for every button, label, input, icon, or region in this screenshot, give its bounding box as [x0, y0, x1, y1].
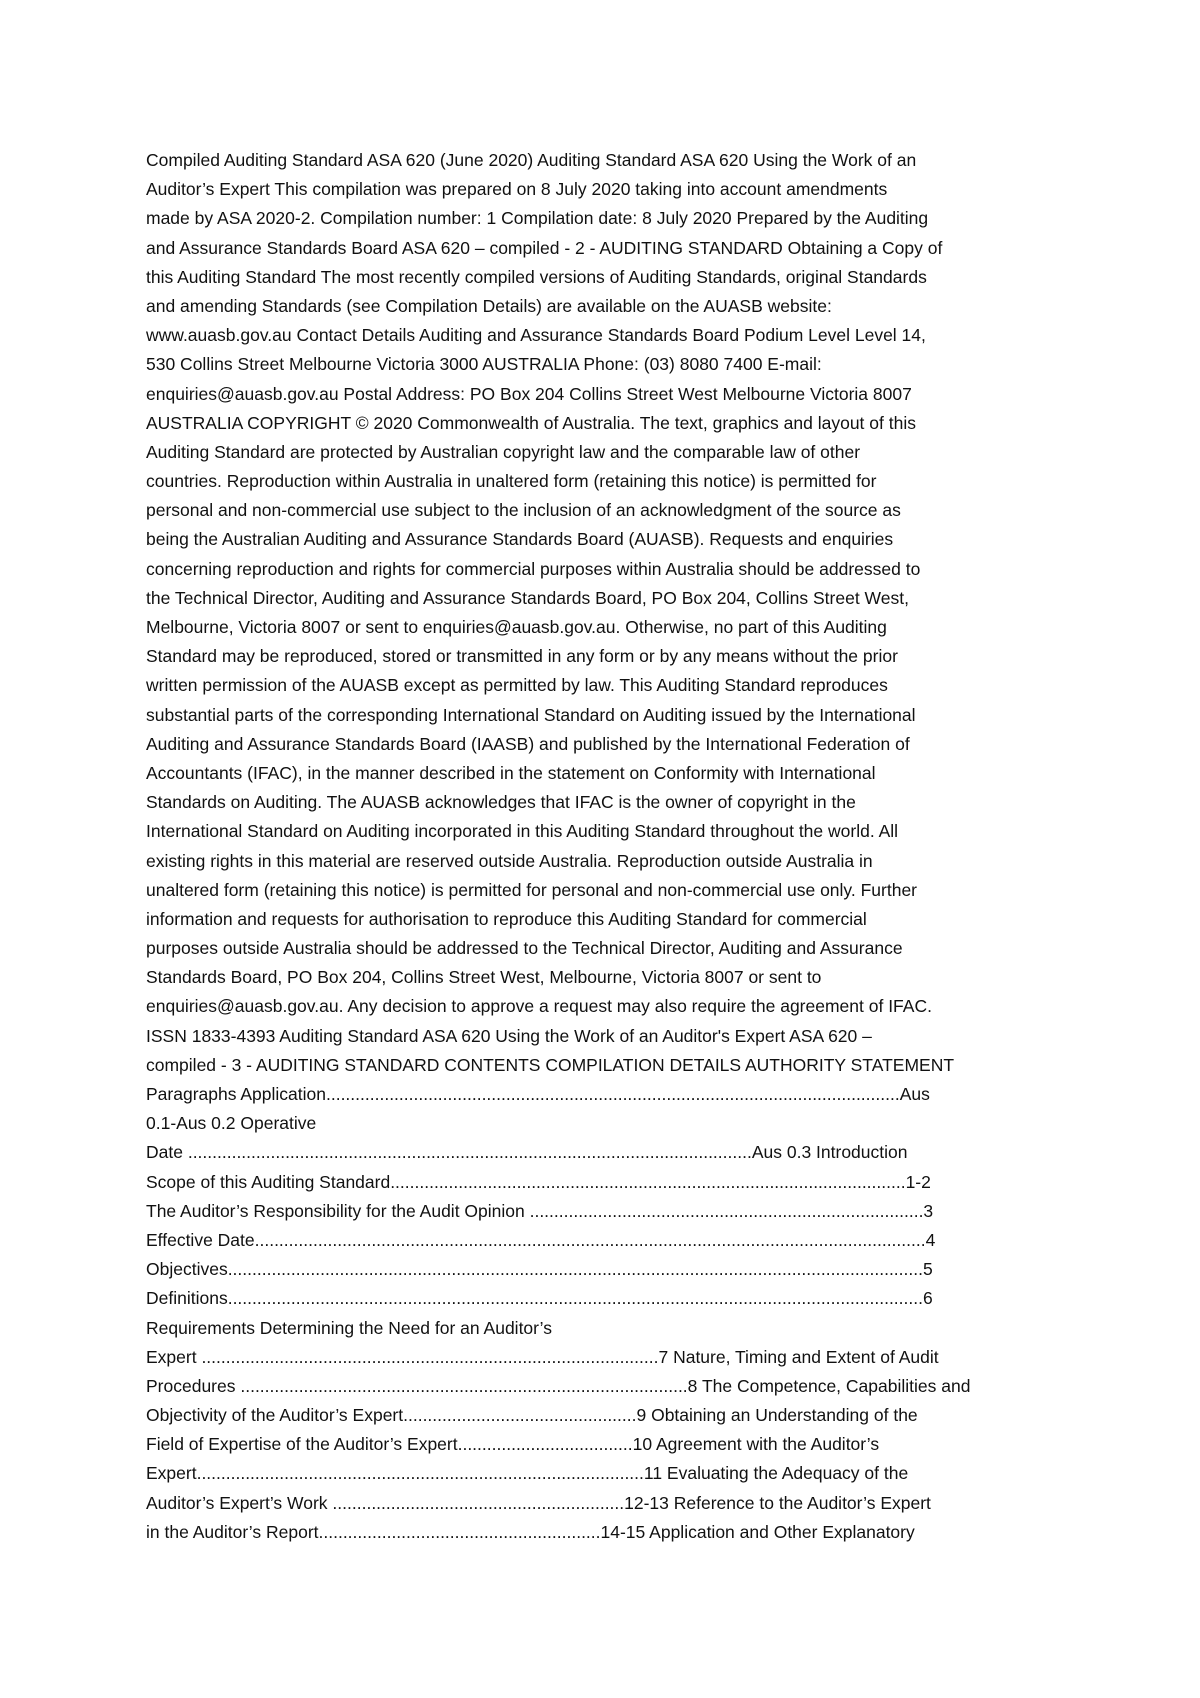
document-text-line: www.auasb.gov.au Contact Details Auditing and Assurance Standards Board Podium Level Level 14,	[146, 325, 926, 346]
document-text-line: unaltered form (retaining this notice) is permitted for personal and non-commercial use only. Further	[146, 879, 917, 900]
document-text-line: existing rights in this material are reserved outside Australia. Reproduction outside Australia in	[146, 850, 873, 871]
document-text-line: compiled - 3 - AUDITING STANDARD CONTENTS COMPILATION DETAILS AUTHORITY STATEMENT	[146, 1054, 955, 1075]
document-text-line: AUSTRALIA COPYRIGHT © 2020 Commonwealth of Australia. The text, graphics and layout of this	[146, 412, 916, 433]
document-text-line: Standard may be reproduced, stored or transmitted in any form or by any means without the prior	[146, 646, 898, 667]
document-text-line: ISSN 1833-4393 Auditing Standard ASA 620 Using the Work of an Auditor's Expert ASA 620 –	[146, 1025, 872, 1046]
document-text-line: Objectives...............................................................................................................................................5	[146, 1259, 933, 1280]
document-text-line: substantial parts of the corresponding International Standard on Auditing issued by the International	[146, 704, 916, 725]
document-text-line: Melbourne, Victoria 8007 or sent to enquiries@auasb.gov.au. Otherwise, no part of this Auditing	[146, 617, 887, 637]
document-text-line: personal and non-commercial use subject to the inclusion of an acknowledgment of the source as	[146, 500, 901, 521]
document-text-line: 530 Collins Street Melbourne Victoria 3000 AUSTRALIA Phone: (03) 8080 7400 E-mail:	[146, 354, 822, 375]
document-text-line: Requirements Determining the Need for an Auditor’s	[146, 1317, 552, 1338]
document-text-line: made by ASA 2020-2. Compilation number: 1 Compilation date: 8 July 2020 Prepared by the Auditing	[146, 208, 929, 229]
document-text-line: enquiries@auasb.gov.au Postal Address: PO Box 204 Collins Street West Melbourne Victoria 8007	[146, 383, 912, 404]
document-text-line: Definitions...............................................................................................................................................6	[146, 1288, 933, 1309]
document-text-line: Auditor’s Expert This compilation was prepared on 8 July 2020 taking into account amendments	[146, 179, 888, 200]
document-text-line: information and requests for authorisation to reproduce this Auditing Standard for commercial	[146, 908, 867, 929]
document-text-line: countries. Reproduction within Australia in unaltered form (retaining this notice) is permitted for	[146, 471, 877, 492]
document-text-line: the Technical Director, Auditing and Assurance Standards Board, PO Box 204, Collins Street West,	[146, 587, 909, 608]
document-text-line: Objectivity of the Auditor’s Expert................................................9 Obtaining an Understanding of the	[146, 1405, 918, 1426]
document-text-line: being the Australian Auditing and Assurance Standards Board (AUASB). Requests and enquiries	[146, 529, 894, 550]
document-body-text	[146, 146, 1066, 1547]
document-text-line: 0.1-Aus 0.2 Operative	[146, 1113, 317, 1134]
document-text-line: The Auditor’s Responsibility for the Audit Opinion .................................................................................3	[146, 1200, 934, 1221]
document-text-line: in the Auditor’s Report..........................................................14-15 Application and Other Explanatory	[146, 1521, 915, 1542]
document-text-line: Effective Date..........................................................................................................................................4	[146, 1229, 936, 1250]
document-text-line: purposes outside Australia should be addressed to the Technical Director, Auditing and Assurance	[146, 938, 903, 959]
document-text-line: this Auditing Standard The most recently compiled versions of Auditing Standards, original Standards	[146, 266, 927, 287]
document-text-line: Paragraphs Application......................................................................................................................Aus	[146, 1084, 930, 1104]
document-text-line: written permission of the AUASB except as permitted by law. This Auditing Standard reproduces	[146, 675, 888, 696]
document-text-line: concerning reproduction and rights for commercial purposes within Australia should be addressed to	[146, 558, 921, 579]
document-text-line: Scope of this Auditing Standard..........................................................................................................1-2	[146, 1171, 931, 1192]
document-text-line: Compiled Auditing Standard ASA 620 (June 2020) Auditing Standard ASA 620 Using the Work of an	[146, 150, 917, 170]
document-text-line: Accountants (IFAC), in the manner described in the statement on Conformity with International	[146, 762, 876, 783]
document-text-line: Standards Board, PO Box 204, Collins Street West, Melbourne, Victoria 8007 or sent to	[146, 967, 822, 988]
document-text-line: Auditing Standard are protected by Australian copyright law and the comparable law of other	[146, 441, 861, 462]
document-text-line: Expert............................................................................................11 Evaluating the Adequacy of the	[146, 1463, 909, 1484]
document-text-line: Standards on Auditing. The AUASB acknowledges that IFAC is the owner of copyright in the	[146, 792, 856, 813]
document-text-line: Date ....................................................................................................................Aus 0.3 Introduction	[146, 1142, 908, 1163]
document-text-line: and Assurance Standards Board ASA 620 – compiled - 2 - AUDITING STANDARD Obtaining a Copy of	[146, 237, 943, 258]
document-text-line: International Standard on Auditing incorporated in this Auditing Standard throughout the world. All	[146, 821, 899, 842]
document-text-line: Procedures ............................................................................................8 The Competence, Capabilities and	[146, 1375, 971, 1396]
document-text-line: enquiries@auasb.gov.au. Any decision to approve a request may also require the agreement of IFAC.	[146, 996, 932, 1017]
document-text-line: Expert ..............................................................................................7 Nature, Timing and Extent of Audit	[146, 1346, 939, 1367]
document-text-line: Auditor’s Expert’s Work ............................................................12-13 Reference to the Auditor’s Expert	[146, 1492, 931, 1513]
document-text-line: Auditing and Assurance Standards Board (IAASB) and published by the International Federation of	[146, 733, 910, 754]
document-text-line: Field of Expertise of the Auditor’s Expert....................................10 Agreement with the Auditor’s	[146, 1434, 880, 1455]
document-text-line: and amending Standards (see Compilation Details) are available on the AUASB website:	[146, 295, 832, 316]
